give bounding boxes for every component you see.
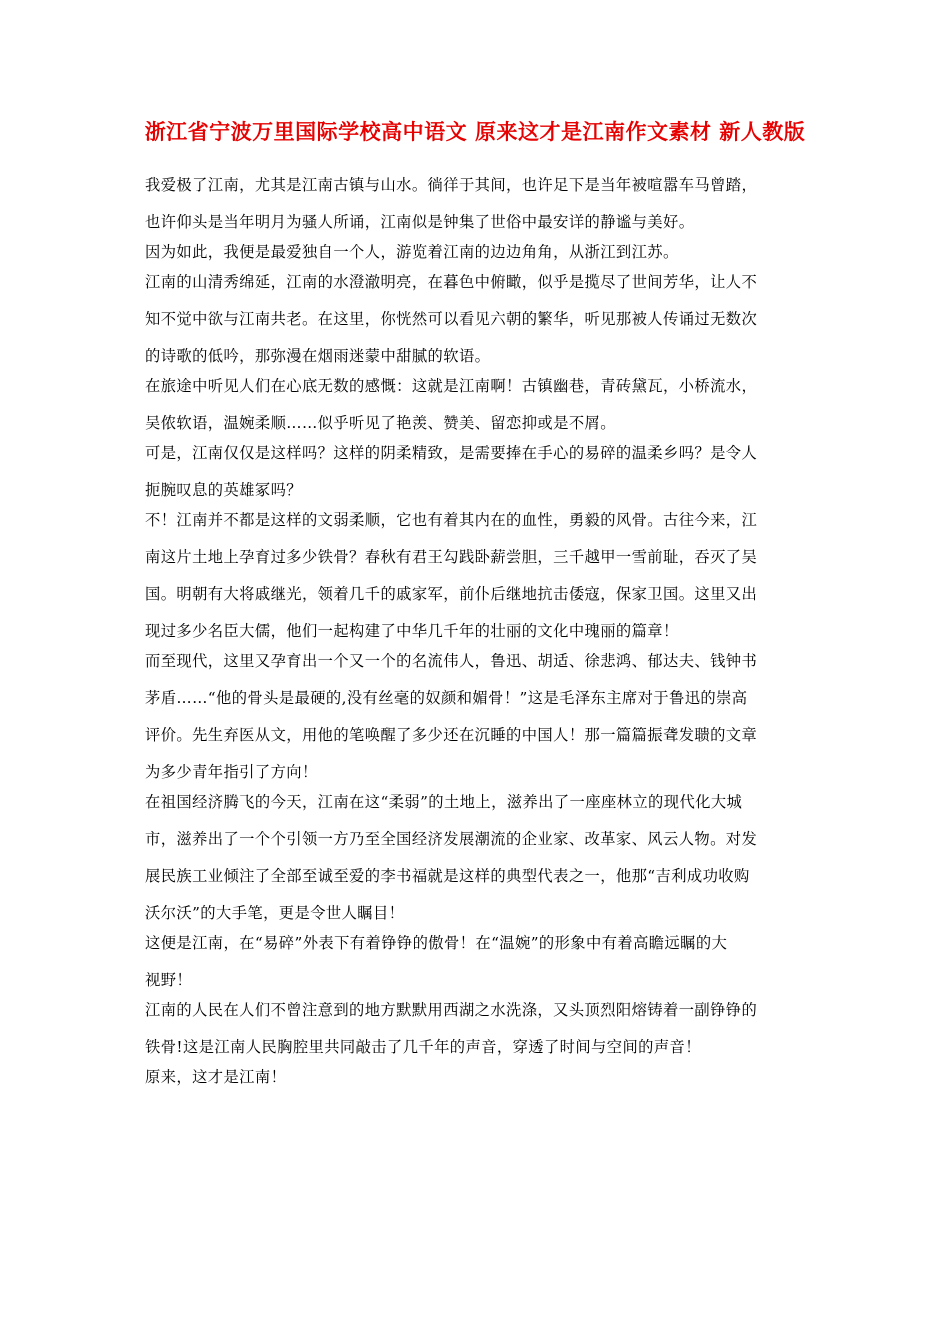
text-line: 市，滋养出了一个个引领一方乃至全国经济发展潮流的企业家、改革家、风云人物。对发 [145, 830, 758, 848]
text-line: 扼腕叹息的英雄冢吗？ [145, 481, 302, 499]
text-line: 铁骨!这是江南人民胸腔里共同敲击了几千年的声音，穿透了时间与空间的声音！ [145, 1038, 701, 1056]
text-line: 这便是江南，在“易碎”外表下有着铮铮的傲骨！在“温婉”的形象中有着高瞻远瞩的大 [145, 934, 728, 952]
text-line: 在旅途中听见人们在心底无数的感慨：这就是江南啊！古镇幽巷，青砖黛瓦，小桥流水， [145, 377, 758, 395]
text-line: 南这片土地上孕育过多少铁骨？春秋有君王勾践卧薪尝胆，三千越甲一雪前耻，吞灭了吴 [145, 548, 758, 566]
text-line: 在祖国经济腾飞的今天，江南在这“柔弱”的土地上，滋养出了一座座林立的现代化大城 [145, 793, 743, 811]
text-line: 茅盾……“他的骨头是最硬的,没有丝毫的奴颜和媚骨！”这是毛泽东主席对于鲁迅的崇高 [145, 689, 748, 707]
document-title: 浙江省宁波万里国际学校高中语文 原来这才是江南作文素材 新人教版 [144, 119, 806, 144]
text-line: 视野！ [145, 971, 193, 989]
text-line: 现过多少名臣大儒，他们一起构建了中华几千年的壮丽的文化中瑰丽的篇章！ [145, 622, 679, 640]
text-line: 展民族工业倾注了全部至诚至爱的李书福就是这样的典型代表之一，他那“吉利成功收购 [145, 867, 750, 885]
text-line: 为多少青年指引了方向！ [145, 763, 318, 781]
text-line: 的诗歌的低吟，那弥漫在烟雨迷蒙中甜腻的软语。 [145, 347, 491, 365]
text-line: 而至现代，这里又孕育出一个又一个的名流伟人，鲁迅、胡适、徐悲鸿、郁达夫、钱钟书 [145, 652, 758, 670]
text-line: 原来，这才是江南！ [145, 1068, 287, 1086]
text-line: 可是，江南仅仅是这样吗？这样的阴柔精致，是需要捧在手心的易碎的温柔乡吗？是令人 [145, 444, 758, 462]
text-line: 知不觉中欲与江南共老。在这里，你恍然可以看见六朝的繁华，听见那被人传诵过无数次 [145, 310, 758, 328]
text-line: 不！江南并不都是这样的文弱柔顺，它也有着其内在的血性，勇毅的风骨。古往今来，江 [145, 511, 758, 529]
text-line: 也许仰头是当年明月为骚人所诵，江南似是钟集了世俗中最安详的静谧与美好。 [145, 213, 695, 231]
text-line: 因为如此，我便是最爱独自一个人，游览着江南的边边角角，从浙江到江苏。 [145, 243, 679, 261]
text-line: 吴侬软语，温婉柔顺……似乎听见了艳羡、赞美、留恋抑或是不屑。 [145, 414, 616, 432]
text-line: 江南的山清秀绵延，江南的水澄澈明亮，在暮色中俯瞰，似乎是揽尽了世间芳华，让人不 [145, 273, 758, 291]
text-line: 沃尔沃”的大手笔，更是令世人瞩目！ [145, 904, 405, 922]
text-line: 我爱极了江南，尤其是江南古镇与山水。徜徉于其间，也许足下是当年被喧嚣车马曾踏， [145, 176, 758, 194]
text-line: 评价。先生弃医从文，用他的笔唤醒了多少还在沉睡的中国人！那一篇篇振聋发聩的文章 [145, 726, 758, 744]
text-line: 江南的人民在人们不曾注意到的地方默默用西湖之水洗涤，又头顶烈阳熔铸着一副铮铮的 [145, 1001, 758, 1019]
text-line: 国。明朝有大将戚继光，领着几千的戚家军，前仆后继地抗击倭寇，保家卫国。这里又出 [145, 585, 758, 603]
document-body [145, 172, 810, 1101]
